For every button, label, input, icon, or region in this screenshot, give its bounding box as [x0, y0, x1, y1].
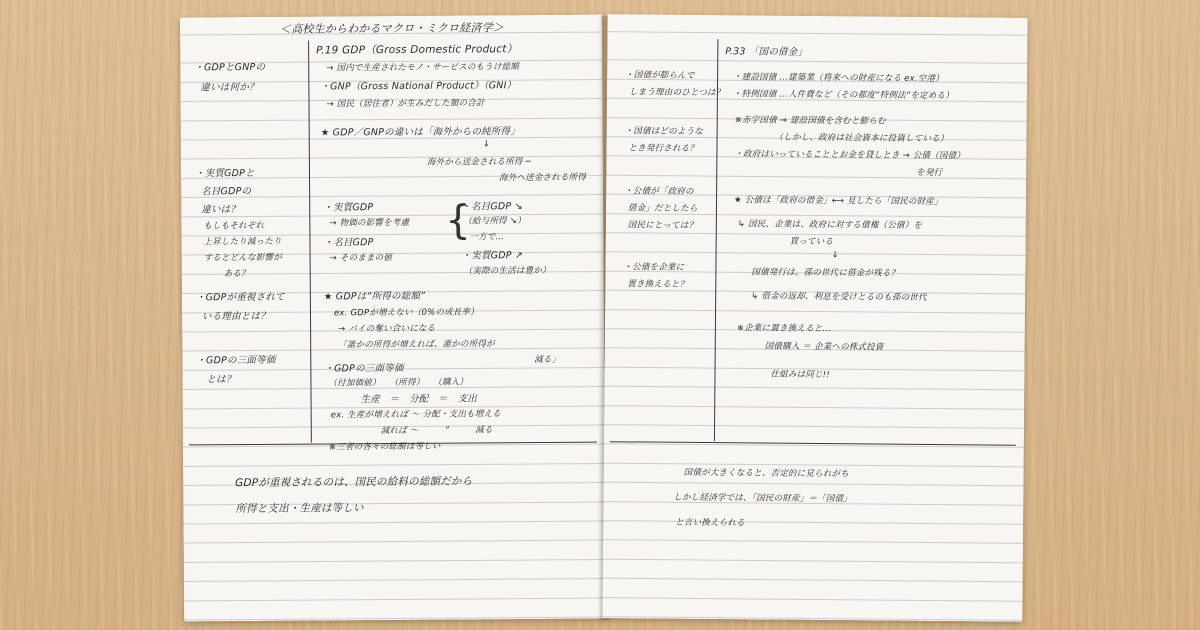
note-text: 「誰かの所得が増えれば、誰かの所得が	[338, 339, 495, 351]
summary-text: しかし経済学では、「国民の財産」＝「国債」	[673, 492, 852, 505]
note-text: → 国内で生産されたモノ・サービスのもうけ総額	[326, 62, 520, 74]
question-text: いる理由とは？	[201, 310, 270, 323]
note-text: 海外から送金される所得 ─	[426, 157, 531, 168]
question-text: ・GDPとGNPの	[194, 61, 266, 74]
note-text: ※赤字国債 → 建設国債を含むと膨らむ	[734, 115, 886, 127]
note-text: （付加価値） （所得） （購入）	[328, 377, 469, 389]
note-text: → 物価の影響を考慮	[329, 217, 410, 229]
question-text: ・公債が「政府の	[624, 186, 694, 197]
summary-text: 所得と支出・生産は等しい	[235, 502, 364, 516]
note-text: （給与所得 ↘）	[463, 216, 526, 227]
note-text: ・名目GDP ↘	[461, 201, 523, 213]
note-text: ↓	[482, 139, 491, 150]
note-text: ・政府はいっていることとお金を貸しとき → 公債（国債）	[734, 149, 966, 162]
summary-text: GDPが重視されるのは、国民の給料の総額だから	[235, 475, 473, 490]
question-text: 借金」だとしたら	[627, 203, 698, 214]
question-text: とき発行される？	[628, 143, 699, 154]
question-text: 国民にとっては？	[627, 220, 698, 231]
question-text: 違いは何か？	[200, 81, 259, 94]
note-text: ・GNP（Gross National Product）（GNI）	[320, 80, 517, 93]
note-text: 生産 ＝ 分配 ＝ 支出	[360, 393, 478, 406]
question-text: しまう理由のひとつは？	[628, 87, 725, 99]
note-text: → 国民（居住者）が生みだした額の合計	[326, 98, 485, 110]
note-text: 海外へ送金される所得	[498, 172, 587, 184]
question-text: ・国債が膨らんで	[625, 70, 695, 81]
note-text: ・建設国債 …建築業（将来への財産になる ex.空港）	[733, 72, 944, 85]
question-text: 上昇したり減ったり	[203, 236, 282, 248]
note-text: （実際の生活は豊か）	[463, 265, 551, 277]
question-text: 名目GDPの	[201, 185, 252, 198]
right-notebook-page	[602, 14, 1027, 622]
note-text: 仕組みは同じ!!	[770, 369, 830, 381]
note-text: 国債購入 ＝ 企業への株式投資	[764, 341, 884, 353]
question-text: ・実質GDPと	[194, 167, 255, 180]
note-text: を発行	[916, 167, 943, 179]
right-margin-line	[714, 39, 719, 441]
brace-icon: {	[445, 197, 472, 244]
right-summary-divider	[610, 441, 1016, 446]
question-text: 違いは？	[201, 204, 241, 216]
note-text: ↓	[831, 250, 839, 261]
note-text: → そのままの値	[329, 253, 393, 264]
question-text: ある？	[223, 268, 250, 280]
note-text: 国債発行は、孫の世代に借金が残る？	[751, 267, 900, 279]
note-text: ・GDPの三面等価	[324, 362, 404, 375]
question-text: もしもそれぞれ	[203, 220, 265, 232]
question-text: するとどんな影響が	[203, 252, 282, 264]
note-text: → パイの奪い合いになる	[338, 323, 436, 335]
note-text: ※三者の各々の総額は等しい	[328, 441, 441, 453]
note-text: 減る」	[534, 354, 561, 366]
note-text: ※企業に置き換えると…	[736, 323, 832, 335]
note-text: ・名目GDP	[323, 237, 374, 249]
note-text: ・実質GDP	[323, 202, 374, 214]
summary-text: 国債が大きくなると、否定的に見られがち	[683, 467, 849, 480]
note-text: 減れば ～ ” 減る	[380, 425, 493, 437]
question-text: ・公債を企業に	[623, 262, 685, 273]
note-text: ・実質GDP ↗	[461, 250, 524, 262]
summary-text: と言い換えられる	[675, 517, 745, 529]
left-margin-line	[308, 41, 312, 443]
note-text: ★ GDP／GNPの違いは「海外からの純所得」	[320, 126, 520, 139]
note-text: ★ GDPは“所得の総額”	[323, 290, 426, 303]
note-text: ・特例国債 …人件費など（その都度“特例法”を定める）	[732, 89, 954, 102]
note-text: ex. 生産が増えれば ～ 分配・支出も増える	[330, 409, 501, 421]
note-text: 一方で…	[469, 232, 505, 243]
note-text: P.33 「国の借金」	[725, 46, 808, 58]
note-text: ↳ 国民、企業は、政府に対する債権（公債）を	[737, 219, 923, 231]
note-text: ★ 公債は「政府の借金」⟷ 見したら「国民の財産」	[733, 195, 943, 208]
question-text: ・GDPの三面等価	[196, 354, 276, 367]
note-text: P.19 GDP（Gross Domestic Product）	[316, 43, 518, 57]
left-notebook-page	[180, 15, 606, 622]
note-text: ex. GDPが増えない（0%の成長率）	[333, 307, 479, 319]
note-text: 買っている	[789, 236, 834, 248]
question-text: ・GDPが重視されて	[195, 291, 285, 304]
question-text: 置き換えると？	[627, 279, 689, 290]
note-text: （しかし、政府は社会資本に投資している）	[774, 132, 949, 145]
note-text: ↳ 借金の返却、利息を受けとるのも孫の世代	[751, 291, 927, 303]
left-title: ＜高校生からわかるマクロ・ミクロ経済学＞	[279, 21, 505, 36]
question-text: ・国債はどのような	[624, 126, 703, 138]
question-text: とは？	[206, 374, 236, 386]
